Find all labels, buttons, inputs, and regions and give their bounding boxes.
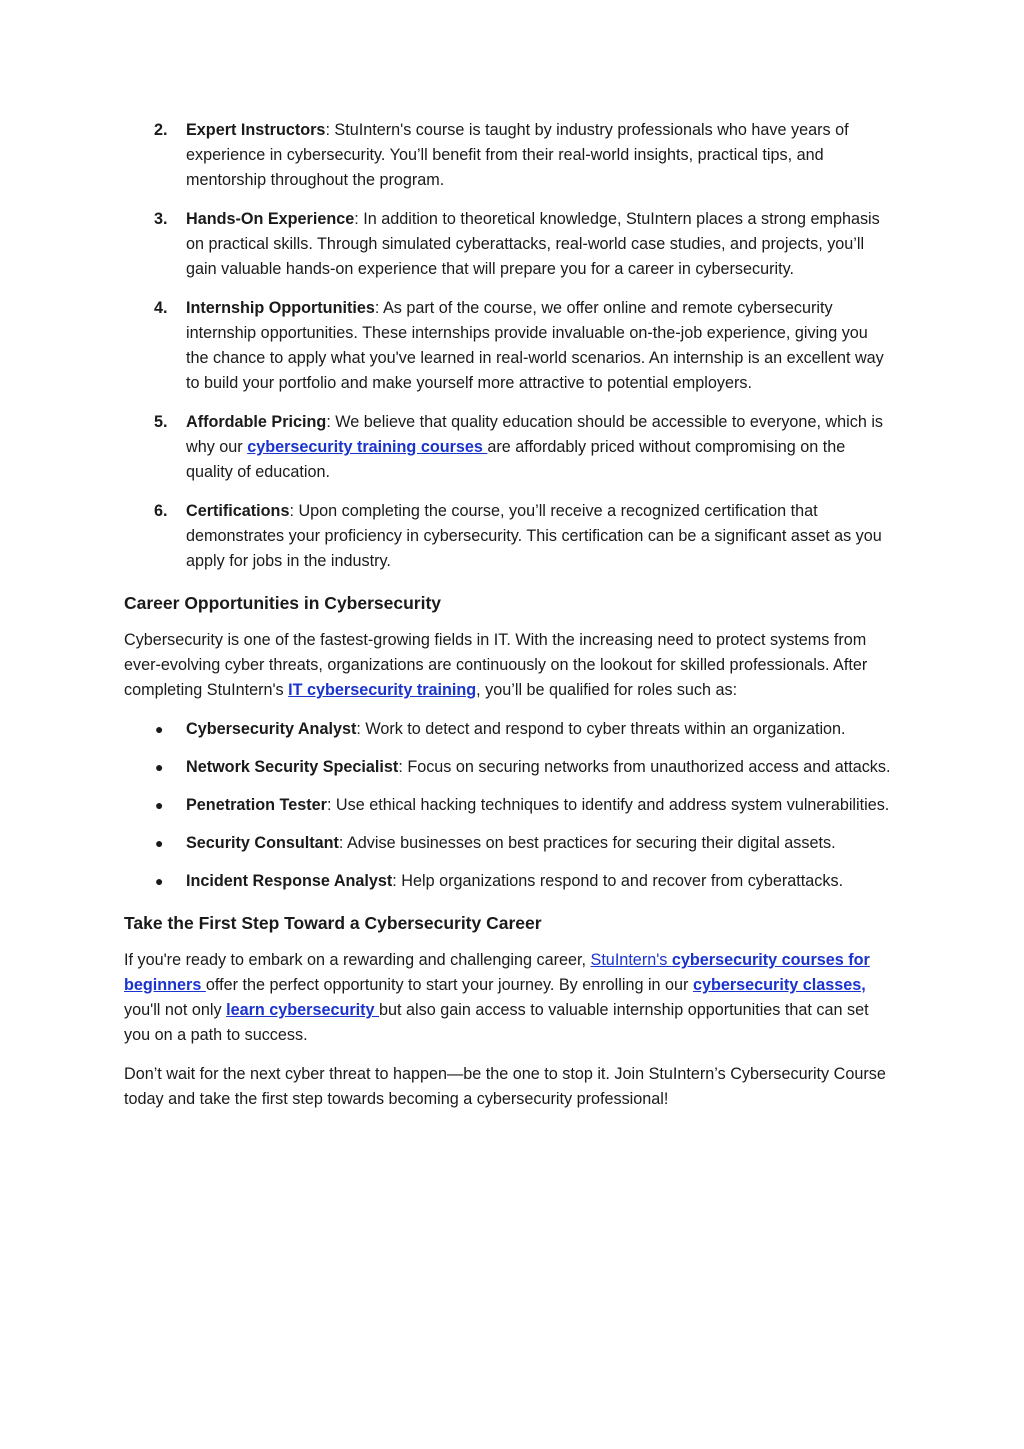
item-text: : Upon completing the course, you’ll receive a recognized certification that demonstrates your proficiency in cybersecurity. This certification can be a significant asset as you apply for jobs in the industry. [186, 502, 882, 570]
feature-list [124, 118, 894, 574]
item-title: Certifications [186, 502, 290, 520]
item-text: : In addition to theoretical knowledge, StuIntern places a strong emphasis on practical skills. Through simulated cyberattacks, real-world case studies, and projects, you’ll gain valuable hands-on experience that will prepare you for a career in cybersecurity. [186, 210, 880, 278]
role-title: Security Consultant [186, 834, 339, 852]
role-text: : Work to detect and respond to cyber threats within an organization. [356, 720, 846, 738]
role-text: : Help organizations respond to and recover from cyberattacks. [392, 872, 844, 890]
learn-cybersecurity-link[interactable]: learn cybersecurity [226, 1001, 380, 1019]
role-text: : Use ethical hacking techniques to identify and address system vulnerabilities. [326, 796, 890, 814]
list-item [124, 296, 894, 396]
list-item [124, 207, 894, 282]
cybersecurity-classes-link[interactable]: cybersecurity classes, [692, 976, 866, 994]
item-number: 2. [154, 121, 168, 139]
intro-text: Cybersecurity is one of the fastest-growing fields in IT. With the increasing need to protect systems from ever-evolving cyber threats, organizations are continuously on the lookout for skilled professionals. After completing StuIntern's [124, 631, 868, 699]
closing-paragraph: Don’t wait for the next cyber threat to happen—be the one to stop it. Join StuIntern’s Cybersecurity Course today and take the first step towards becoming a cybersecurity professional! [124, 1065, 886, 1108]
roles-list [124, 717, 894, 894]
item-title: Internship Opportunities [186, 299, 375, 317]
document-page [124, 118, 894, 1126]
paragraph-text: you'll not only [124, 1001, 227, 1019]
it-cybersecurity-training-link[interactable]: IT cybersecurity training [288, 681, 477, 699]
item-number: 4. [154, 299, 168, 317]
list-item [124, 755, 894, 780]
item-number: 5. [154, 413, 168, 431]
role-title: Incident Response Analyst [186, 872, 393, 890]
intro-text: , you’ll be qualified for roles such as: [476, 681, 738, 699]
role-text: : Focus on securing networks from unauthorized access and attacks. [398, 758, 891, 776]
role-title: Network Security Specialist [186, 758, 399, 776]
paragraph-text: but also gain access to valuable internship opportunities that can set you on a path to success. [124, 1001, 869, 1044]
item-number: 6. [154, 502, 168, 520]
list-item [124, 869, 894, 894]
first-step-heading: Take the First Step Toward a Cybersecurity Career [124, 913, 542, 933]
bullet-icon: ● [155, 721, 164, 737]
item-text: : StuIntern's course is taught by industry professionals who have years of experience in cybersecurity. You’ll benefit from their real-world insights, practical tips, and mentorship throughout the program. [186, 121, 849, 189]
list-item [124, 793, 894, 818]
list-item [124, 717, 894, 742]
paragraph-text: If you're ready to embark on a rewarding and challenging career, [124, 951, 591, 969]
bullet-icon: ● [155, 759, 164, 775]
bullet-icon: ● [155, 835, 164, 851]
item-text: are affordably priced without compromising on the quality of education. [186, 438, 846, 481]
item-title: Affordable Pricing [186, 413, 327, 431]
role-title: Penetration Tester [186, 796, 327, 814]
bullet-icon: ● [155, 797, 164, 813]
link-text: cybersecurity courses for beginners [124, 951, 870, 994]
list-item [124, 831, 894, 856]
list-item [124, 410, 894, 485]
link-text: StuIntern's [590, 951, 672, 969]
item-title: Hands-On Experience [186, 210, 355, 228]
career-heading: Career Opportunities in Cybersecurity [124, 593, 442, 613]
item-number: 3. [154, 210, 168, 228]
item-title: Expert Instructors [186, 121, 326, 139]
role-text: : Advise businesses on best practices for securing their digital assets. [338, 834, 836, 852]
first-step-paragraph [124, 948, 894, 1048]
career-intro [124, 628, 894, 703]
list-item [124, 499, 894, 574]
paragraph-text: offer the perfect opportunity to start your journey. By enrolling in our [205, 976, 693, 994]
item-text: : We believe that quality education should be accessible to everyone, which is why our [186, 413, 884, 456]
bullet-icon: ● [155, 873, 164, 889]
cybersecurity-training-courses-link[interactable]: cybersecurity training courses [247, 438, 488, 456]
list-item [124, 118, 894, 193]
item-text: : As part of the course, we offer online and remote cybersecurity internship opportunities. These internships provide invaluable on-the-job experience, giving you the chance to apply what you've learned in real-world scenarios. An internship is an excellent way to build your portfolio and make yourself more attractive to potential employers. [186, 299, 884, 392]
role-title: Cybersecurity Analyst [186, 720, 357, 738]
